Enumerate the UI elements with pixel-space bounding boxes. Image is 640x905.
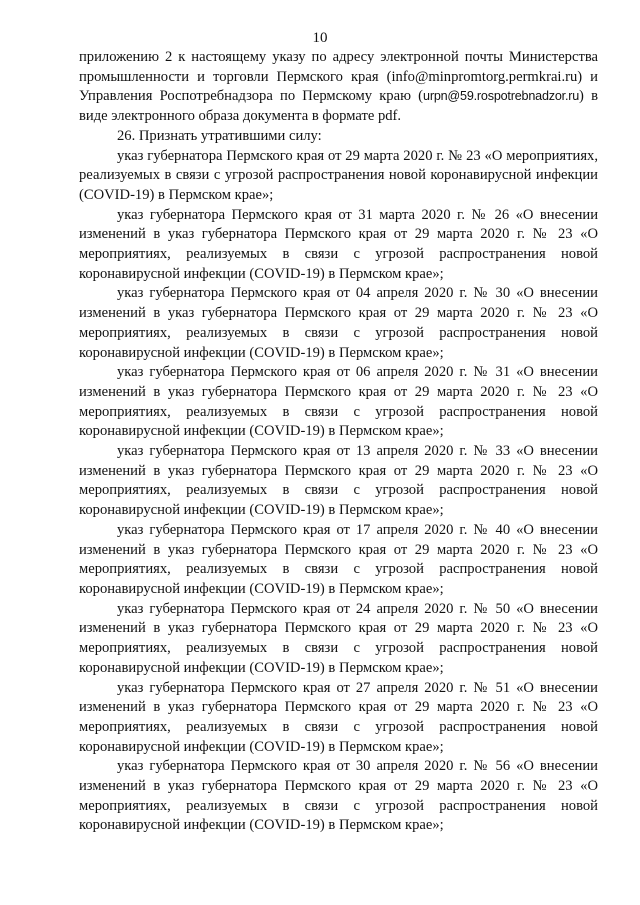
page-number: 10: [312, 30, 328, 46]
decree-item: указ губернатора Пермского края от 31 марта 2020 г. № 26 «О внесении изменений в указ губернатора Пермского края от 29 марта 2020 г. № 23 «О мероприятиях, реализуемых в связи с угрозой распространения новой коронавирусной инфекции (COVID-19) в Пермском крае»;: [79, 206, 598, 282]
intro-text-end: ) в виде электронного образа документа в формате pdf.: [79, 88, 598, 125]
email-address: urpn@59.rospotrebnadzor.ru: [423, 89, 580, 104]
document-body: [79, 48, 598, 836]
decree-item: указ губернатора Пермского края от 24 апреля 2020 г. № 50 «О внесении изменений в указ губернатора Пермского края от 29 марта 2020 г. № 23 «О мероприятиях, реализуемых в связи с угрозой распространения новой коронавирусной инфекции (COVID-19) в Пермском крае»;: [79, 600, 598, 676]
decree-item: указ губернатора Пермского края от 13 апреля 2020 г. № 33 «О внесении изменений в указ губернатора Пермского края от 29 марта 2020 г. № 23 «О мероприятиях, реализуемых в связи с угрозой распространения новой коронавирусной инфекции (COVID-19) в Пермском крае»;: [79, 443, 598, 519]
section-heading: 26. Признать утратившими силу:: [117, 127, 322, 144]
decree-item: указ губернатора Пермского края от 17 апреля 2020 г. № 40 «О внесении изменений в указ губернатора Пермского края от 29 марта 2020 г. № 23 «О мероприятиях, реализуемых в связи с угрозой распространения новой коронавирусной инфекции (COVID-19) в Пермском крае»;: [79, 521, 598, 597]
intro-text-start: приложению 2 к настоящему указу по адресу электронной почты Министерства промышленности и торговли Пермского края (info@minpromtorg.permkrai.ru) и Управления Роспотребнадзора по Пермскому краю (: [79, 49, 598, 105]
decree-item: указ губернатора Пермского края от 29 марта 2020 г. № 23 «О мероприятиях, реализуемых в связи с угрозой распространения новой коронавирусной инфекции (COVID-19) в Пермском крае»;: [79, 147, 598, 203]
decree-item: указ губернатора Пермского края от 27 апреля 2020 г. № 51 «О внесении изменений в указ губернатора Пермского края от 29 марта 2020 г. № 23 «О мероприятиях, реализуемых в связи с угрозой распространения новой коронавирусной инфекции (COVID-19) в Пермском крае»;: [79, 679, 598, 755]
decree-item: указ губернатора Пермского края от 06 апреля 2020 г. № 31 «О внесении изменений в указ губернатора Пермского края от 29 марта 2020 г. № 23 «О мероприятиях, реализуемых в связи с угрозой распространения новой коронавирусной инфекции (COVID-19) в Пермском крае»;: [79, 364, 598, 440]
decree-item: указ губернатора Пермского края от 30 апреля 2020 г. № 56 «О внесении изменений в указ губернатора Пермского края от 29 марта 2020 г. № 23 «О мероприятиях, реализуемых в связи с угрозой распространения новой коронавирусной инфекции (COVID-19) в Пермском крае»;: [79, 758, 598, 834]
decree-item: указ губернатора Пермского края от 04 апреля 2020 г. № 30 «О внесении изменений в указ губернатора Пермского края от 29 марта 2020 г. № 23 «О мероприятиях, реализуемых в связи с угрозой распространения новой коронавирусной инфекции (COVID-19) в Пермском крае»;: [79, 285, 598, 361]
intro-paragraph: [79, 48, 598, 127]
